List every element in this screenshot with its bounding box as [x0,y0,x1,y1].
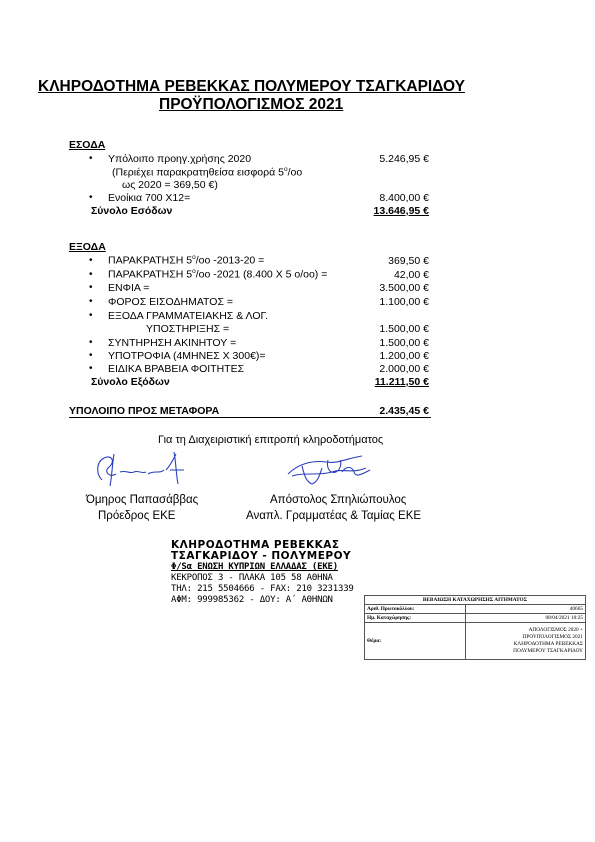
expense-item-amount: 2.000,00 € [379,363,429,375]
income-item-note-line2: ως 2020 = 369,50 €) [122,179,218,191]
expense-item-label: ΣΥΝΤΗΡΗΣΗ ΑΚΙΝΗΤΟΥ = [108,337,237,349]
expense-item-label: ΠΑΡΑΚΡΑΤΗΣΗ $5^o/oo$ -2013-20 = [108,254,265,267]
expense-item-amount: 42,00 € [393,269,429,281]
expense-item-amount: 369,50 € [388,255,429,267]
expense-item-label: ΠΑΡΑΚΡΑΤΗΣΗ $5^o/oo$ -2021 (8.400 Χ 5 ο/οο) = [108,268,328,281]
registry-subject-line: ΑΠΟΛΟΓΙΣΜΟΣ 2020 + [528,627,583,633]
income-total-amount: 13.646,95 € [373,205,429,217]
registry-subject-line: ΠΡΟΥΠΟΛΟΓΙΣΜΟΣ 2021 [522,634,583,640]
document-title: ΚΛΗΡΟΔΟΤΗΜΑ ΡΕΒΕΚΚΑΣ ΠΟΛΥΜΕΡΟΥ ΤΣΑΓΚΑΡΙΔΟΥ [38,78,465,95]
registry-protocol-label: Αριθ. Πρωτοκόλλου: [365,605,466,614]
expense-item-amount: 1.200,00 € [379,350,429,362]
expense-item-label: ΦΟΡΟΣ ΕΙΣΟΔΗΜΑΤΟΣ = [108,296,233,308]
stamp-line: ΤΣΑΓΚΑΡΙΔΟΥ - ΠΟΛΥΜΕΡΟΥ [171,550,352,562]
bullet: • [89,153,93,164]
expense-item-label: ΕΝΦΙΑ = [108,282,150,294]
income-item-note: (Περιέχει παρακρατηθείσα εισφορά $5^o/oo$ [112,166,303,179]
registry-subject-line: ΠΟΛΥΜΕΡΟΥ ΤΣΑΓΚΑΡΙΔΟΥ [513,648,583,654]
income-item-label: Υπόλοιπο προηγ.χρήσης 2020 [108,153,252,165]
bullet: • [89,282,93,293]
expenses-total-amount: 11.211,50 € [374,376,429,388]
balance-label: ΥΠΟΛΟΙΠΟ ΠΡΟΣ ΜΕΤΑΦΟΡΑ [69,405,220,417]
income-item-label: Ενοίκια 700 Χ12= [108,192,191,204]
bullet: • [89,255,93,266]
bullet: • [89,296,93,307]
registry-header: ΒΕΒΑΙΩΣΗ ΚΑΤΑΧΩΡΗΣΗΣ ΑΙΤΗΜΑΤΟΣ [365,596,586,605]
expenses-heading: ΕΞΟΔΑ [69,241,106,253]
left-signature [90,448,190,490]
right-signatory-name: Απόστολος Σπηλιώπουλος [270,494,407,506]
registry-subject-label: Θέμα: [365,623,466,660]
balance-amount: 2.435,45 € [379,405,429,417]
bullet: • [89,363,93,374]
bullet: • [89,310,93,321]
document-subtitle: ΠΡΟΫΠΟΛΟΓΙΣΜΟΣ 2021 [159,96,344,113]
right-signatory-role: Αναπλ. Γραμματέας & Ταμίας ΕΚΕ [246,510,422,522]
income-total-label: Σύνολο Εσόδων [91,205,173,217]
registry-subject-value [466,623,586,660]
bullet: • [89,350,93,361]
expense-item-amount: 1.500,00 € [379,323,429,335]
expense-item-label: ΕΙΔΙΚΑ ΒΡΑΒΕΙΑ ΦΟΙΤΗΤΕΣ [108,363,245,375]
registry-subject-line: ΚΛΗΡΟΔΟΤΗΜΑ ΡΕΒΕΚΚΑΣ [513,641,583,647]
expense-item-label-line2: ΥΠΟΣΤΗΡΙΞΗΣ = [146,323,230,335]
registry-receipt [364,595,586,660]
signatures-intro: Για τη Διαχειριστική επιτροπή κληροδοτήματος [158,434,384,446]
stamp-line: ΚΛΗΡΟΔΟΤΗΜΑ ΡΕΒΕΚΚΑΣ [171,539,340,551]
left-signatory-name: Όμηρος Παπασάββας [86,494,199,506]
bullet: • [89,269,93,280]
registry-date-label: Ημ. Καταχώρησης: [365,614,466,623]
stamp-line: ΑΦΜ: 999985362 - ΔΟΥ: Α΄ ΑΘΗΝΩΝ [171,595,333,605]
expenses-total-label: Σύνολο Εξόδων [91,376,170,388]
expense-item-label: ΥΠΟΤΡΟΦΙΑ (4ΜΗΝΕΣ Χ 300€)= [108,350,266,362]
organization-stamp [171,540,354,606]
expense-item-amount: 3.500,00 € [379,282,429,294]
stamp-line: ΚΕΚΡΟΠΟΣ 3 - ΠΛΑΚΑ 105 58 ΑΘΗΝΑ [171,573,333,583]
expense-item-amount: 1.500,00 € [379,337,429,349]
income-item-amount: 8.400,00 € [379,192,429,204]
bullet: • [89,192,93,203]
stamp-line: Φ/Sα ΕΝΩΣΗ ΚΥΠΡΙΩΝ ΕΛΛΑΔΑΣ (ΕΚΕ) [171,562,338,572]
income-heading: ΕΣΟΔΑ [69,139,106,151]
expense-item-label: ΕΞΟΔΑ ΓΡΑΜΜΑΤΕΙΑΚΗΣ & ΛΟΓ. [108,310,269,322]
left-signatory-role: Πρόεδρος ΕΚΕ [98,510,176,522]
balance-underline [69,417,431,418]
stamp-line: ΤΗΛ: 215 5504666 - FAX: 210 3231339 [171,584,354,594]
bullet: • [89,337,93,348]
registry-date-value: 08/04/2021 10:25 [466,614,586,623]
registry-protocol-value: 40665 [466,605,586,614]
right-signature [282,452,377,488]
expense-item-amount: 1.100,00 € [379,296,429,308]
income-item-amount: 5.246,95 € [379,153,429,165]
